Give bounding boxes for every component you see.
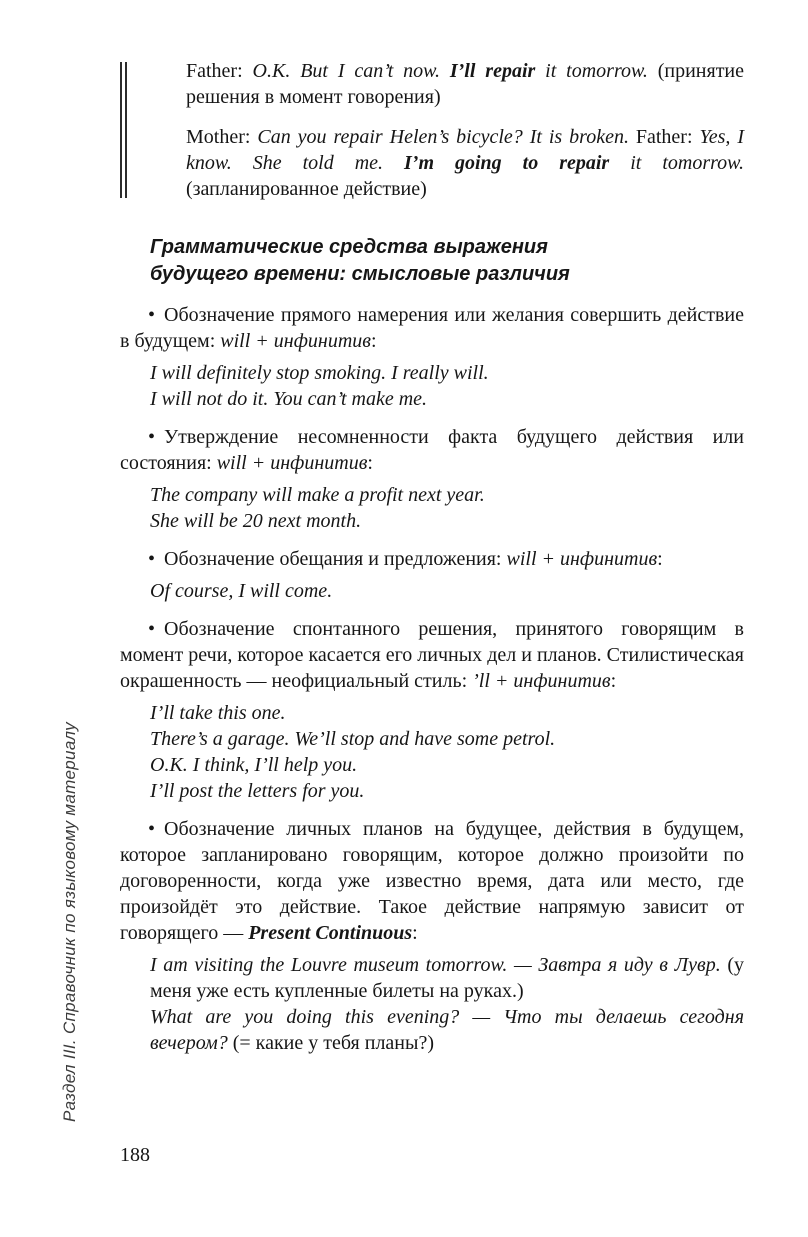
bullet-1-colon: :	[370, 330, 377, 352]
dialogue-2-note: (запланированное действие)	[186, 178, 427, 200]
bullet-paragraph-5	[120, 816, 744, 946]
speaker-mother-label: Mother:	[186, 126, 258, 148]
bullet-paragraph-1	[120, 302, 744, 354]
bullet-4-colon: :	[610, 670, 617, 692]
bullet-marker: •	[148, 548, 156, 570]
example-line: Of course, I will come.	[150, 580, 333, 602]
bullet-5-colon: :	[412, 922, 418, 944]
example-line: I will not do it. You can’t make me.	[150, 388, 428, 410]
bullet-5-text: Обозначение личных планов на будущее, действия в будущем, которое запланировано говорящим, которое должно произойти по договоренности, когда уже известно время, дата или место, где произойдёт это действие. Такое действие напрямую зависит от говорящего —	[120, 818, 744, 944]
example-line: I will definitely stop smoking. I really will.	[150, 362, 489, 384]
page-content	[120, 58, 744, 1066]
bullet-2-formula: will + инфинитив	[216, 452, 368, 474]
example-group-5	[120, 952, 744, 1056]
bullet-2-text: Утверждение несомненности факта будущего действия или состояния:	[120, 426, 744, 474]
example-note-2: (= какие у тебя планы?)	[232, 1032, 434, 1054]
example-line: There’s a garage. We’ll stop and have some petrol.	[150, 728, 556, 750]
dialogue-paragraph-2	[186, 124, 744, 202]
bullet-1-formula: will + инфинитив	[220, 330, 371, 352]
example-paragraph-1	[150, 952, 744, 1004]
example-line: O.K. I think, I’ll help you.	[150, 754, 358, 776]
dialogue-1-emphasis: I’ll repair	[449, 60, 536, 82]
page-number: 188	[120, 1144, 150, 1166]
dialogue-paragraph-1	[186, 58, 744, 110]
section-heading-line2: будущего времени: смысловые различия	[150, 263, 570, 285]
bullet-marker: •	[148, 618, 156, 640]
bullet-paragraph-2	[120, 424, 744, 476]
dialogue-2-english-2: Yes, I know. She told me.	[186, 126, 745, 174]
dialogue-1-english-tail: it tomorrow.	[535, 60, 658, 82]
example-english-1: I am visiting the Louvre museum tomorrow. — Завтра я иду в Лувр.	[150, 954, 728, 976]
example-group-3	[120, 578, 744, 604]
section-heading-line1: Грамматические средства выражения	[150, 236, 548, 258]
bullet-3-colon: :	[657, 548, 663, 570]
example-english-2: What are you doing this evening? — Что ты делаешь сегодня вечером?	[150, 1006, 744, 1054]
dialogue-2-english-1: Can you repair Helen’s bicycle? It is broken.	[257, 126, 636, 148]
speaker-father-label-2: Father:	[635, 126, 700, 148]
dialogue-2-english-tail: it tomorrow.	[609, 152, 745, 174]
bullet-paragraph-4	[120, 616, 744, 694]
bullet-2-colon: :	[367, 452, 373, 474]
example-note-1: (у меня уже есть купленные билеты на руках.)	[150, 954, 744, 1002]
bullet-3-formula: will + инфинитив	[506, 548, 658, 570]
bullet-4-text: Обозначение спонтанного решения, принятого говорящим в момент речи, которое касается его личных дел и планов. Стилистическая окрашенность — неофициальный стиль:	[120, 618, 744, 692]
example-group-2	[120, 482, 744, 534]
bullet-5-term: Present Continuous	[248, 922, 413, 944]
example-group-4	[120, 700, 744, 804]
bullet-marker: •	[148, 426, 156, 448]
dialogue-1-english: O.K. But I can’t now.	[252, 60, 450, 82]
sidebar-vertical-text: Раздел III. Справочник по языковому материалу	[60, 722, 79, 1122]
example-line: I’ll post the letters for you.	[150, 780, 365, 802]
quote-double-rule	[120, 62, 127, 198]
bullet-3-text: Обозначение обещания и предложения:	[164, 548, 507, 570]
example-group-1	[120, 360, 744, 412]
example-paragraph-2	[150, 1004, 744, 1056]
bullet-1-text: Обозначение прямого намерения или желания совершить действие в будущем:	[120, 304, 744, 352]
example-line: I’ll take this one.	[150, 702, 286, 724]
bullet-marker: •	[148, 818, 156, 840]
bullet-4-formula: ’ll + инфинитив	[472, 670, 611, 692]
speaker-father-label: Father:	[186, 60, 253, 82]
dialogue-2-emphasis: I’m going to repair	[404, 152, 610, 174]
section-heading	[150, 234, 744, 288]
dialogue-block	[120, 58, 744, 202]
bullet-paragraph-3	[120, 546, 744, 572]
example-line: She will be 20 next month.	[150, 510, 362, 532]
bullet-marker: •	[148, 304, 156, 326]
example-line: The company will make a profit next year.	[150, 484, 485, 506]
dialogue-1-note: (принятие решения в момент говорения)	[186, 60, 745, 108]
